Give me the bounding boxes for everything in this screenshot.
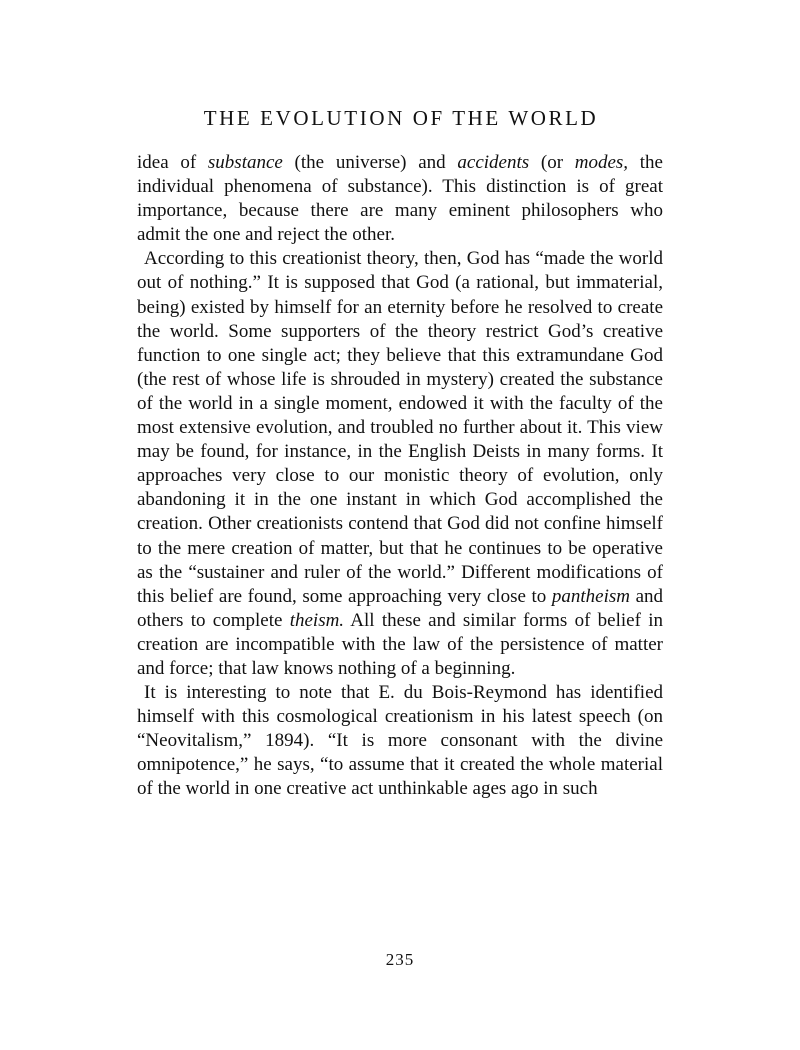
paragraph: [137, 151, 663, 247]
paragraph: [137, 681, 663, 801]
text-run: and others to complete: [137, 585, 664, 631]
text-run: All these and similar forms of belief in creation are incompatible with the law of the persistence of matter and force; that law knows nothing of a beginning.: [137, 609, 663, 679]
italic-term: pantheism: [551, 585, 630, 607]
text-run: idea of: [137, 152, 208, 173]
italic-term: substance: [207, 152, 283, 173]
italic-term: modes,: [574, 152, 629, 173]
text-run: According to this creationist theory, then, God has “made the world out of nothing.” It is supposed that God (a rational, but immaterial, being) existed by himself for an eternity before he resolved to create the world. Some supporters of the theory restrict God’s creative function to one single act; they believe that this extramundane God (the rest of whose life is shrouded in mystery) created the substance of the world in a single moment, endowed it with the faculty of the most extensive evolution, and troubled no further about it. This view may be found, for instance, in the English Deists in many forms. It approaches very close to our monistic theory of evolution, only abandoning it in the one instant in which God accomplished the creation. Other creationists contend that God did not confine himself to the mere creation of matter, but that he continues to be operative as the “sustainer and ruler of the world.” Different modifications of this belief are found, some approaching very close to: [137, 248, 663, 607]
text-run: (the universe) and: [282, 152, 458, 173]
text-run: (or: [529, 152, 575, 173]
running-head: THE EVOLUTION OF THE WORLD: [203, 106, 599, 130]
text-run: the individual phenomena of substance). This distinction is of great importance, because there are many eminent philosophers who admit the one and reject the other.: [137, 152, 663, 246]
paragraph: [137, 247, 663, 681]
text-run: It is interesting to note that E. du Bois-Reymond has identified himself with this cosmological creationism in his latest speech (on “Neovitalism,” 1894). “It is more consonant with the divine omnipotence,” he says, “to assume that it created the whole material of the world in one creative act unthinkable ages ago in such: [137, 682, 663, 800]
book-page: [137, 105, 663, 802]
body-text: [137, 151, 663, 802]
italic-term: theism.: [289, 609, 345, 631]
page-number: 235: [385, 950, 415, 969]
italic-term: accidents: [457, 152, 530, 173]
